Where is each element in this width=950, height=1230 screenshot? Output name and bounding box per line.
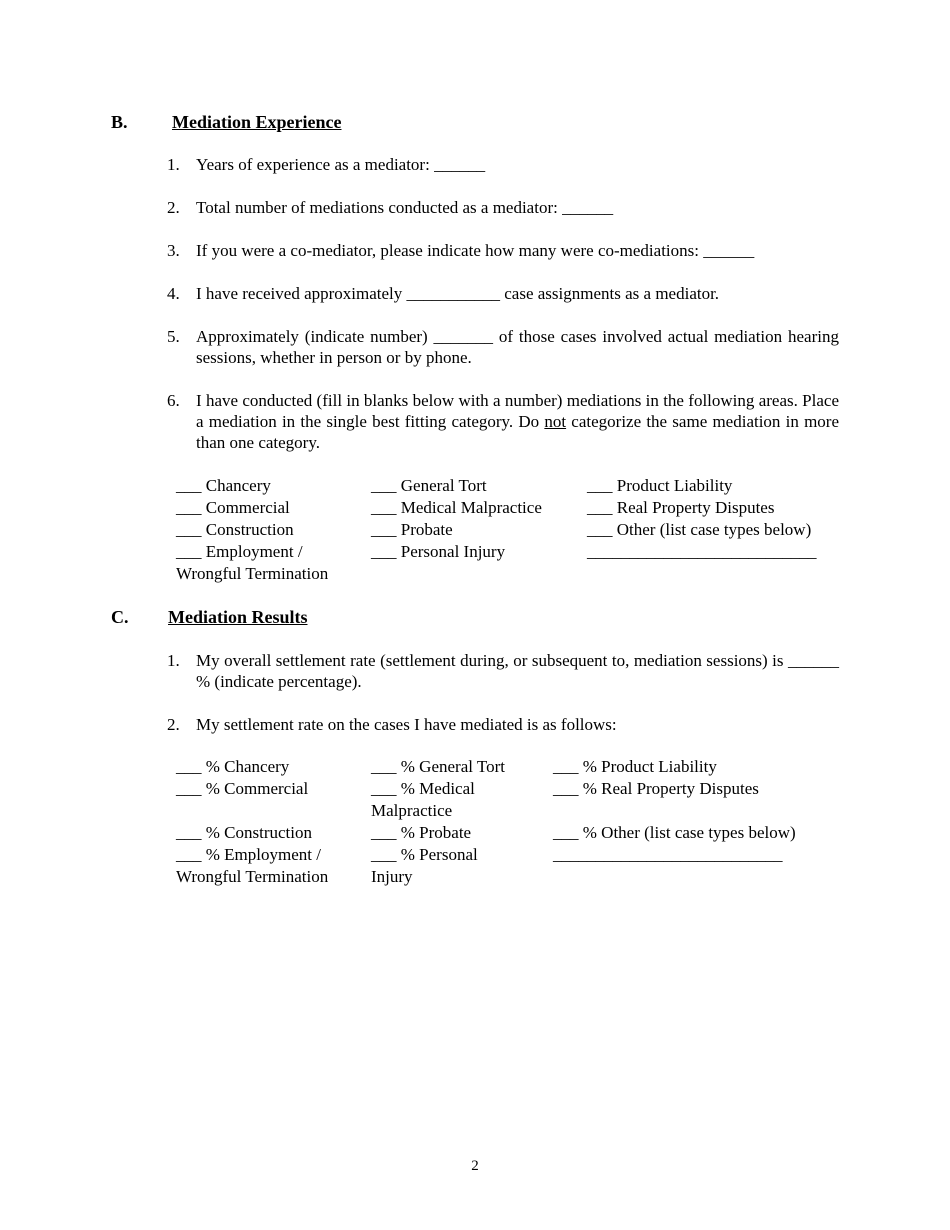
item-text: Total number of mediations conducted as a mediator: ______ [196,198,614,217]
section-c-item-2 [167,714,839,735]
rate-general-tort: ___ % General Tort [371,757,505,776]
category-employment-continued: Wrongful Termination [176,564,329,583]
item-number: 1. [167,155,180,174]
item-number: 6. [167,391,180,410]
section-b-item-1 [167,154,839,175]
rate-other: ___ % Other (list case types below) [553,823,796,842]
rate-probate: ___ % Probate [371,823,472,842]
category-product-liability: ___ Product Liability [587,476,733,495]
section-b-item-2 [167,197,839,218]
section-b-item-4 [167,283,839,304]
category-personal-injury: ___ Personal Injury [371,542,506,561]
item-text: Approximately (indicate number) _______ of those cases involved actual mediation hearing sessions, whether in person or by phone. [196,327,839,367]
item-text: If you were a co-mediator, please indicate how many were co-mediations: ______ [196,241,755,260]
category-construction: ___ Construction [176,520,294,539]
section-b-item-3 [167,240,839,261]
rate-commercial: ___ % Commercial [176,779,309,798]
section-b-item-6 [167,390,839,453]
item-text: My overall settlement rate (settlement during, or subsequent to, mediation sessions) is ______ % (indicate percentage). [196,651,839,691]
section-b-item-5 [167,326,839,368]
item-text-part-b: categorize the same mediation in more than one category. [196,412,839,452]
item-number: 1. [167,651,180,670]
category-employment: ___ Employment / [176,542,303,561]
rate-product-liability: ___ % Product Liability [553,757,717,776]
rate-employment: ___ % Employment / [176,845,321,864]
section-c-letter: C. [111,607,129,627]
category-commercial: ___ Commercial [176,498,290,517]
section-c-title: Mediation Results [168,607,308,627]
category-real-property: ___ Real Property Disputes [587,498,775,517]
category-other: ___ Other (list case types below) [587,520,812,539]
rate-medical: ___ % Medical [371,779,475,798]
rate-medical-continued: Malpractice [371,801,453,820]
item-text-part-a: I have conducted (fill in blanks below with a number) mediations in the following areas. Place a mediation in the single best fitting category. Do [196,391,839,431]
section-b-title: Mediation Experience [172,112,342,132]
page-number: 2 [471,1158,479,1174]
category-probate: ___ Probate [371,520,453,539]
rate-construction: ___ % Construction [176,823,312,842]
item-number: 2. [167,198,180,217]
item-text: My settlement rate on the cases I have mediated is as follows: [196,715,617,734]
category-general-tort: ___ General Tort [371,476,487,495]
rate-employment-continued: Wrongful Termination [176,867,329,886]
item-number: 3. [167,241,180,260]
category-other-blank-line: ___________________________ [587,542,817,561]
item-text: Years of experience as a mediator: ______ [196,155,486,174]
item-number: 4. [167,284,180,303]
rate-personal-continued: Injury [371,867,413,886]
item-number: 5. [167,327,180,346]
rate-real-property: ___ % Real Property Disputes [553,779,759,798]
category-medical-malpractice: ___ Medical Malpractice [371,498,542,517]
rate-personal: ___ % Personal [371,845,478,864]
item-number: 2. [167,715,180,734]
category-chancery: ___ Chancery [176,476,271,495]
section-b-letter: B. [111,112,128,132]
item-text: I have received approximately ___________ case assignments as a mediator. [196,284,720,303]
rate-other-blank-line: ___________________________ [553,845,783,864]
rate-chancery: ___ % Chancery [176,757,290,776]
section-c-item-1 [167,650,839,692]
item-text [196,390,839,453]
item-text-underlined: not [544,412,567,431]
